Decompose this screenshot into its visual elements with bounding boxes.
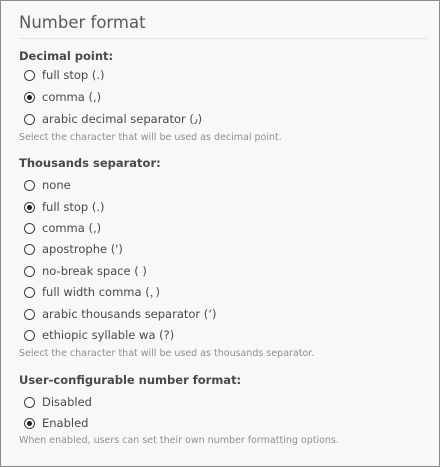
decimal-option-comma[interactable] <box>24 89 101 105</box>
option-label: apostrophe (') <box>42 242 123 256</box>
title-divider <box>19 38 427 39</box>
radio-button[interactable] <box>24 202 35 213</box>
radio-button[interactable] <box>24 244 35 255</box>
option-label: comma (,) <box>42 90 102 104</box>
radio-button[interactable] <box>24 180 35 191</box>
option-label: ethiopic syllable wa (?) <box>42 328 175 342</box>
option-label: Enabled <box>42 416 89 430</box>
option-label: full stop (.) <box>42 200 105 214</box>
user-configurable-label: User-configurable number format: <box>19 373 242 387</box>
decimal-point-description: Select the character that will be used as decimal point. <box>19 132 282 143</box>
radio-button[interactable] <box>24 223 35 234</box>
radio-button[interactable] <box>24 70 35 81</box>
thousands-option-comma[interactable] <box>24 220 101 236</box>
thousands-separator-label: Thousands separator: <box>19 156 161 170</box>
decimal-option-full-stop[interactable] <box>24 67 105 83</box>
option-label: full width comma (，) <box>42 285 160 299</box>
thousands-option-ethiopic[interactable] <box>24 327 174 343</box>
user-config-option-disabled[interactable] <box>24 394 92 410</box>
radio-button[interactable] <box>24 92 35 103</box>
decimal-point-label: Decimal point: <box>19 49 114 63</box>
thousands-option-apostrophe[interactable] <box>24 241 123 257</box>
option-label: arabic decimal separator (٫) <box>42 112 203 126</box>
radio-button[interactable] <box>24 418 35 429</box>
thousands-option-no-break-space[interactable] <box>24 263 147 279</box>
thousands-option-arabic[interactable] <box>24 306 216 322</box>
radio-button[interactable] <box>24 397 35 408</box>
thousands-option-none[interactable] <box>24 177 71 193</box>
thousands-option-full-stop[interactable] <box>24 199 105 215</box>
user-configurable-description: When enabled, users can set their own number formatting options. <box>19 435 339 446</box>
decimal-option-arabic[interactable] <box>24 111 202 127</box>
option-label: none <box>42 178 71 192</box>
thousands-separator-description: Select the character that will be used as thousands separator. <box>19 348 315 359</box>
thousands-option-full-width-comma[interactable] <box>24 284 160 300</box>
option-label: no-break space ( ) <box>42 264 147 278</box>
radio-button[interactable] <box>24 330 35 341</box>
radio-button[interactable] <box>24 287 35 298</box>
radio-button[interactable] <box>24 114 35 125</box>
radio-button[interactable] <box>24 309 35 320</box>
panel-title: Number format <box>19 13 146 32</box>
option-label: comma (,) <box>42 221 102 235</box>
radio-button[interactable] <box>24 266 35 277</box>
user-config-option-enabled[interactable] <box>24 415 88 431</box>
option-label: full stop (.) <box>42 68 105 82</box>
option-label: arabic thousands separator (٬) <box>42 307 217 321</box>
option-label: Disabled <box>42 395 92 409</box>
